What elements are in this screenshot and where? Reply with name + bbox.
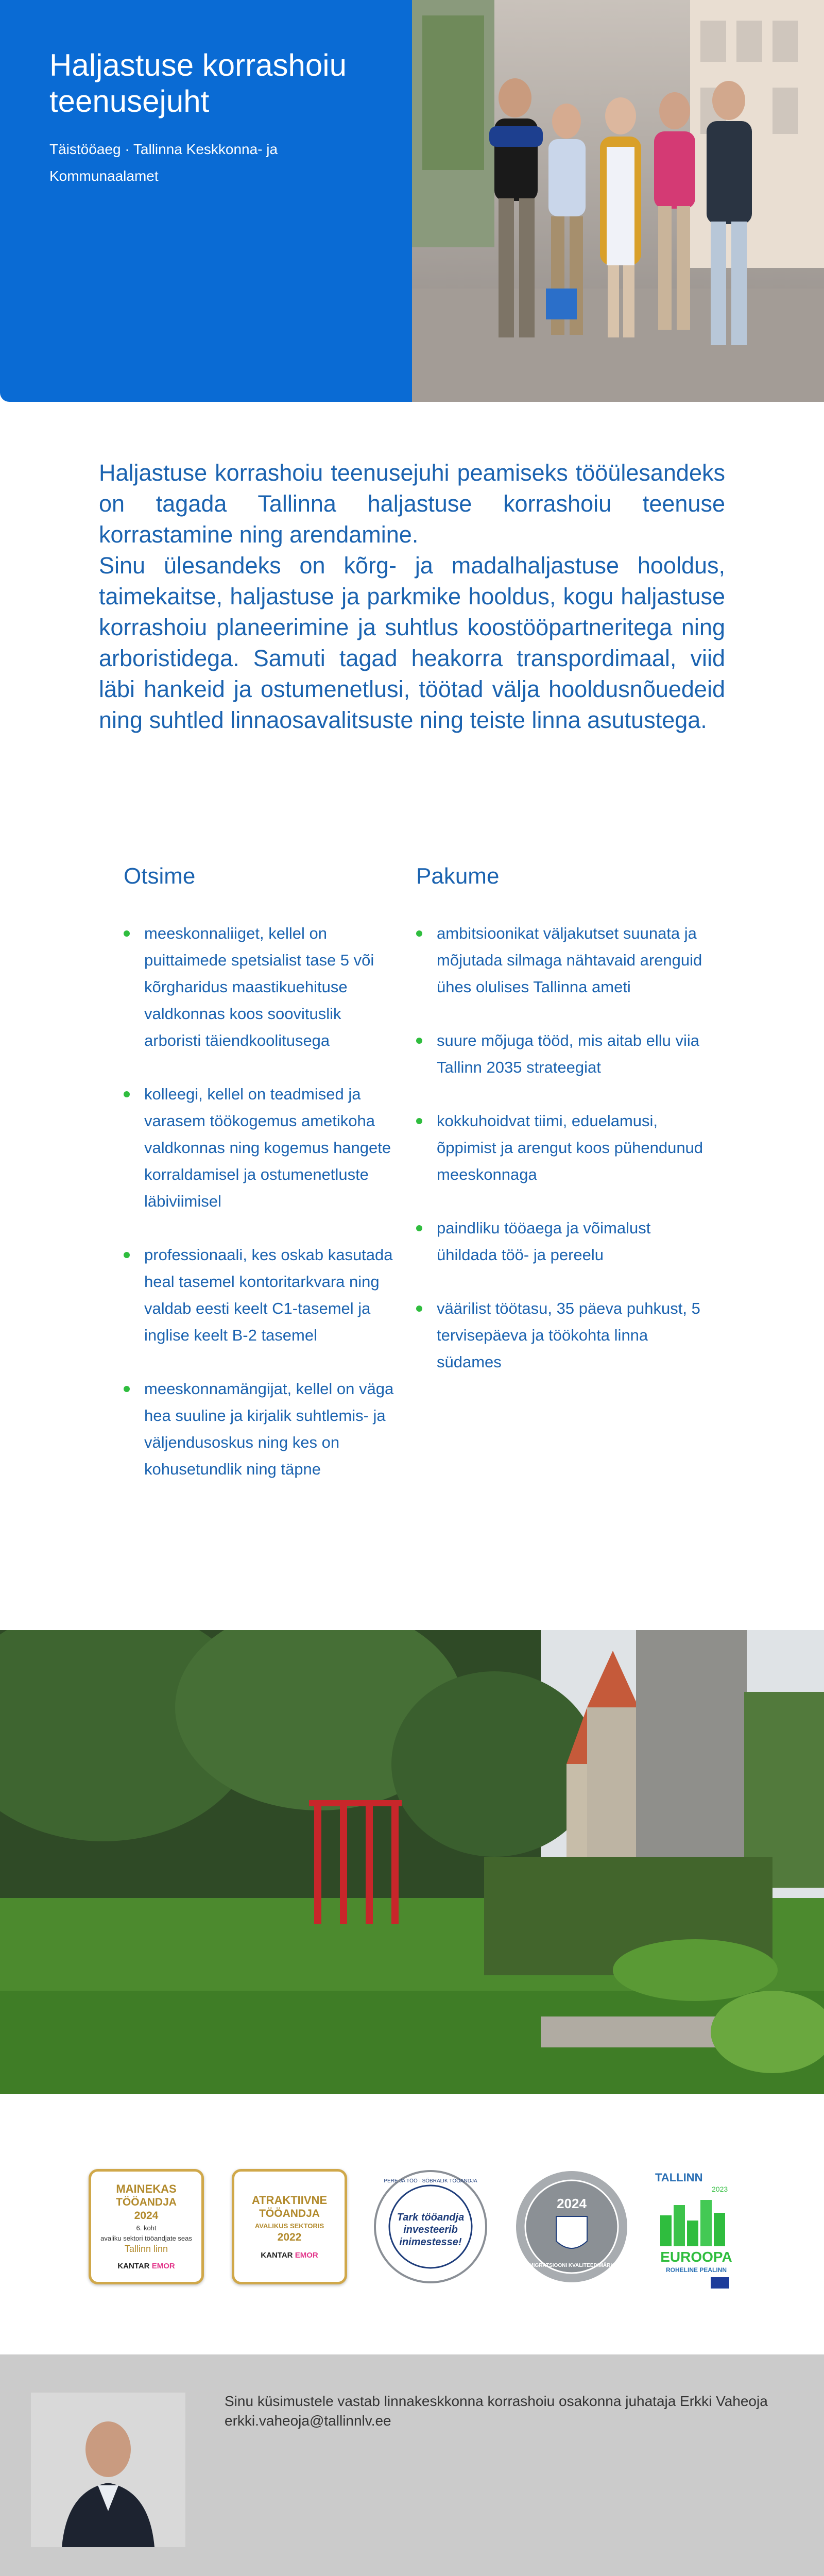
offer-list: [416, 920, 705, 1402]
garden-photo: [0, 1630, 824, 2094]
seeking-item: professionaali, kes oskab kasutada heal tasemel kontoritarkvara ning valdab eesti keelt C1-tasemel ja inglise keelt B-2 tasemel: [124, 1242, 402, 1349]
seeking-list: [124, 920, 402, 1510]
badge-text: inimestesse!: [399, 2236, 462, 2248]
offer-item: paindliku tööaega ja võimalust ühildada töö- ja pereelu: [416, 1215, 705, 1268]
seeking-item: meeskonnamängijat, kellel on väga hea suuline ja kirjalik suhtlemis- ja väljendusoskus ning kes on kohusetundlik ning täpne: [124, 1376, 402, 1483]
intro-paragraph-2: Sinu ülesandeks on kõrg- ja madalhaljastuse hooldus, taimekaitse, haljastuse ja parkmike hooldus, kogu haljastuse korrashoiu planeerimine ja suhtlus koostööpartneritega ning arboristidega. Samuti tagad heakorra transpordimaal, viid läbi hankeid ja ostumenetlusi, töötad välja hooldusnõuedeid ning suhtled linnaosavalitsuste ning teiste linna asutustega.: [99, 552, 725, 733]
badge-text: Tark tööandja: [397, 2212, 465, 2223]
contact-section: [0, 2354, 824, 2576]
seeking-item: meeskonnaliiget, kellel on puittaimede spetsialist tase 5 või kõrgharidus maastikuehituse valdkonnas koos soovituslik arboristi täiendkoolitusega: [124, 920, 402, 1054]
badge-attractive-employer: [232, 2169, 347, 2284]
badge-text: 6. koht: [136, 2224, 157, 2232]
offer-item: suure mõjuga tööd, mis aitab ellu viia Tallinn 2035 strateegiat: [416, 1027, 705, 1081]
badge-migration-quality: [514, 2169, 629, 2284]
badge-text: EUROOPA: [660, 2249, 732, 2265]
page-title: Haljastuse korrashoiu teenusejuht: [49, 48, 347, 118]
badge-text: Tallinn linn: [124, 2244, 168, 2254]
offer-item: kokkuhoidvat tiimi, eduelamusi, õppimist ja arengut koos pühendunud meeskonnaga: [416, 1108, 705, 1188]
badge-green-capital: [650, 2169, 743, 2284]
badge-text: MIGRATSIOONI KVALITEEDIMÄRK: [529, 2263, 614, 2268]
badge-text: TÖÖANDJA: [259, 2207, 320, 2219]
badge-text: MAINEKAS: [116, 2182, 177, 2195]
eu-flag-icon: [711, 2277, 729, 2289]
badge-text: 2022: [277, 2231, 302, 2243]
badge-text: avaliku sektori tööandjate seas: [100, 2234, 192, 2242]
badge-text: 2023: [712, 2185, 728, 2193]
badge-family-friendly-employer: [373, 2169, 488, 2284]
badge-text: ATRAKTIIVNE: [251, 2193, 328, 2207]
job-subtitle: Täistööaeg · Tallinna Keskkonna- ja Kommunaalamet: [49, 141, 278, 184]
kantar-emor-logo: KANTAR EMOR: [117, 2262, 175, 2270]
hero-title-panel: [0, 0, 412, 402]
award-badges: [0, 2159, 824, 2293]
badge-text: investeerib: [403, 2224, 458, 2235]
intro-paragraph-1: Haljastuse korrashoiu teenusejuhi peamiseks tööülesandeks on tagada Tallinna haljastuse korrashoiu teenuse korrastamine ning arendamine.: [99, 460, 725, 548]
offer-item: ambitsioonikat väljakutset suunata ja mõjutada silmaga nähtavaid arenguid ühes olulises Tallinna ameti: [416, 920, 705, 1001]
team-photo: [412, 0, 824, 402]
badge-text: TALLINN: [655, 2171, 703, 2184]
shield-icon: [556, 2216, 587, 2248]
kantar-emor-logo: KANTAR EMOR: [261, 2250, 318, 2260]
badge-ring-text: PERE JA TÖÖ · SÕBRALIK TÖÖANDJA: [384, 2178, 477, 2184]
badge-text: 2024: [557, 2196, 587, 2211]
intro-text: [99, 457, 725, 736]
seeking-item: kolleegi, kellel on teadmised ja varasem töökogemus ametikoha valdkonnas ning kogemus hangete korraldamisel ja ostumenetluste läbiviimisel: [124, 1081, 402, 1215]
offer-title: Pakume: [416, 863, 500, 889]
badge-text: ROHELINE PEALINN: [665, 2266, 727, 2274]
offer-item: väärilist töötasu, 35 päeva puhkust, 5 tervisepäeva ja töökohta linna südames: [416, 1295, 705, 1376]
hero-section: [0, 0, 824, 402]
seeking-title: Otsime: [124, 863, 196, 889]
contact-person-photo: [31, 2393, 185, 2547]
badge-reputable-employer: [89, 2169, 204, 2284]
contact-info-text: Sinu küsimustele vastab linnakeskkonna korrashoiu osakonna juhataja Erkki Vaheoja erkki.vaheoja@tallinnlv.ee: [225, 2393, 768, 2429]
badge-text: AVALIKUS SEKTORIS: [254, 2222, 324, 2230]
badge-text: 2024: [134, 2210, 159, 2222]
badge-text: TÖÖANDJA: [116, 2196, 177, 2208]
